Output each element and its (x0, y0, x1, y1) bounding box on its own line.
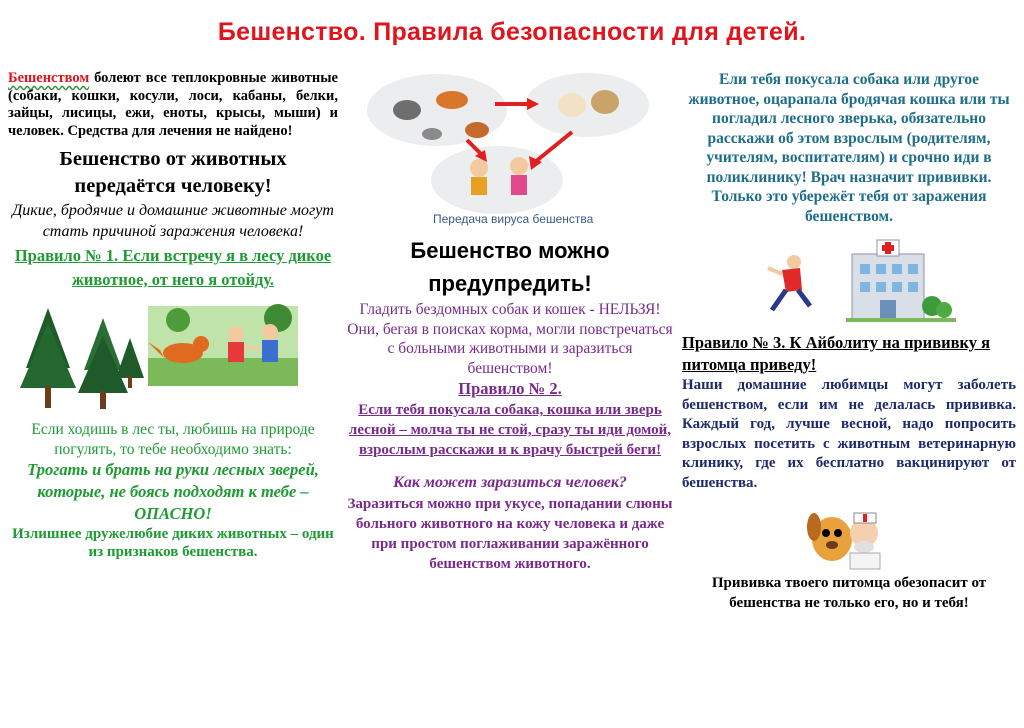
column-right (682, 70, 1016, 613)
forest-fox-image (8, 298, 338, 410)
aibolit-dog-image (682, 499, 1016, 571)
intro-paragraph (8, 70, 338, 140)
vaccination-text: Наши домашние любимцы могут заболеть бешенством, если им не делалась прививка. Каждый год, лучше весной, надо попросить взрослых посетить с животным ветеринарную клинику, где их бесплатно вакцинируют от бешенства. (682, 377, 1016, 491)
rule-2-title: Правило № 2. (458, 379, 562, 398)
intro-text: болеют все теплокровные животные (собаки, кошки, косули, лоси, кабаны, белки, зайцы, лисицы, ежи, еноты, крысы, мыши) и человек. Средства для лечения не найдено! (8, 70, 338, 139)
forest-children-illustration (8, 298, 338, 410)
rule-1: Правило № 1. Если встречу я в лесу дикое животное, от него я отойду. (14, 246, 332, 289)
virus-transmission-illustration (347, 70, 673, 230)
rule-2-text: Если тебя покусала собака, кошка или зверь лесной – молча ты не стой, сразу ты иди домой, взрослым расскажи и к врачу быстрей беги! (348, 402, 672, 458)
transmission-heading: Бешенство от животных передаётся человеку! (59, 148, 287, 197)
page-title: Бешенство. Правила безопасности для детей. (217, 18, 807, 46)
column-center (347, 70, 673, 574)
danger-warning: Трогать и брать на руки лесных зверей, которые, не боясь подходят к тебе – ОПАСНО! (27, 460, 319, 523)
infection-answer: Заразиться можно при укусе, попадании слюны больного животного на кожу человека и даже при простом поглаживании заражённого бешенством животного. (347, 496, 673, 572)
infection-question: Как может заразиться человек? (393, 474, 627, 491)
vet-dog-illustration (682, 499, 1016, 571)
rabies-sign-text: Излишнее дружелюбие диких животных – один из признаков бешенства. (12, 526, 334, 560)
running-boy-hospital-image (682, 232, 1016, 328)
clinic-illustration (682, 232, 1016, 328)
animals-warning: Дикие, бродячие и домашние животные могут стать причиной заражения человека! (12, 202, 334, 240)
prevention-heading: Бешенство можно предупредить! (410, 238, 610, 296)
image-caption: Передача вируса бешенства (433, 212, 594, 226)
bite-instructions: Ели тебя покусала собака или другое животное, оцарапала бродячая кошка или ты погладил лесного зверька, обязательно расскажи об этом взрослым (родителям, учителям, воспитателям) и срочно иди в поликлинику! Врач назначит прививки. Только это убережёт тебя от заражения бешенством. (688, 71, 1010, 225)
stray-animals-text: Гладить бездомных собак и кошек - НЕЛЬЗЯ! Они, бегая в поисках корма, могли повстречаться с больными животными и заразиться бешенством! (347, 301, 673, 377)
vaccination-benefit: Прививка твоего питомца обезопасит от бешенства не только его, но и тебя! (711, 575, 987, 611)
column-left (8, 70, 338, 561)
rule-3: Правило № 3. К Айболиту на прививку я питомца приведу! (682, 333, 991, 374)
transmission-diagram-image (347, 70, 673, 230)
intro-lead-word: Бешенством (8, 70, 90, 86)
forest-walk-text: Если ходишь в лес ты, любишь на природе погулять, то тебе необходимо знать: (31, 421, 315, 458)
